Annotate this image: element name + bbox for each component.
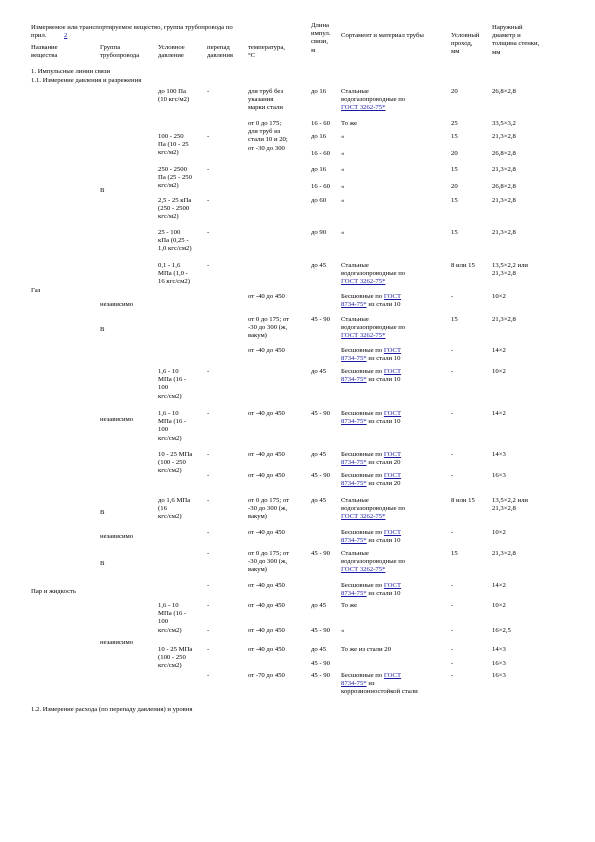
- pipe-spec: «: [341, 133, 345, 140]
- pressure-drop: -: [207, 550, 210, 557]
- temperature: от -40 до 450: [248, 582, 285, 589]
- nominal-pressure: кгс/м2): [158, 149, 179, 157]
- outer-diameter: 13,5×2,2 или: [492, 262, 529, 269]
- pressure-drop: -: [207, 497, 210, 504]
- pipe-spec: водогазопроводные по: [341, 324, 406, 332]
- outer-diameter: 14×3: [492, 451, 506, 458]
- temperature: вакум): [248, 513, 267, 521]
- header-nominal-pass: Условный: [451, 32, 480, 39]
- pipe-spec-text: Бесшовные по: [341, 672, 384, 679]
- nominal-pressure: МПа (16 -: [158, 418, 187, 426]
- nominal-pressure: 10 - 25 МПа: [158, 451, 193, 458]
- pressure-drop: -: [207, 368, 210, 375]
- pipe-spec: [341, 672, 401, 680]
- temperature: -30 до 300 (ж,: [248, 558, 288, 566]
- outer-diameter: 14×2: [492, 582, 506, 589]
- line-length: до 16: [311, 88, 327, 95]
- section-title: 1.2. Измерение расхода (по перепаду давления) и уровня: [31, 706, 193, 713]
- temperature: от -40 до 450: [248, 293, 285, 300]
- nominal-pass: -: [451, 410, 454, 417]
- nominal-pressure: до 100 Па: [158, 88, 186, 95]
- nominal-pressure: (250 - 2500: [158, 205, 190, 213]
- nominal-pressure: 1,6 - 10: [158, 602, 179, 609]
- pipeline-group: независимо: [100, 639, 134, 646]
- pressure-drop: -: [207, 88, 210, 95]
- outer-diameter: 16×3: [492, 660, 506, 667]
- header-outer-diameter: Наружный: [492, 24, 523, 31]
- line-length: до 45: [311, 646, 327, 653]
- pipe-spec: [341, 472, 401, 480]
- pressure-drop: -: [207, 472, 210, 479]
- nominal-pressure: (100 - 250: [158, 654, 186, 662]
- outer-diameter: 14×2: [492, 347, 506, 354]
- temperature: вакум): [248, 566, 267, 574]
- gost-link[interactable]: ГОСТ 3262-75*: [341, 278, 386, 286]
- line-length: 16 - 60: [311, 183, 330, 190]
- pipeline-group: В: [100, 509, 105, 516]
- temperature: от -40 до 450: [248, 347, 285, 354]
- pipe-spec: «: [341, 166, 345, 173]
- nominal-pressure: (100 - 250: [158, 459, 186, 467]
- nominal-pass: 15: [451, 166, 458, 173]
- pressure-drop: -: [207, 529, 210, 536]
- header-pressure-drop: перепад: [207, 44, 230, 51]
- pipe-spec: водогазопроводные по: [341, 270, 406, 278]
- header-pipe-length: Длина: [311, 22, 330, 29]
- header-pipe-length: связи,: [311, 38, 329, 46]
- temperature: -30 до 300 (ж,: [248, 505, 288, 513]
- gost-link[interactable]: ГОСТ 3262-75*: [341, 566, 386, 574]
- pipe-spec-text: Бесшовные по: [341, 347, 384, 354]
- pipe-spec-text: из стали 10: [366, 376, 401, 384]
- nominal-pressure: МПа (1,0 -: [158, 270, 188, 278]
- nominal-pass: -: [451, 602, 454, 609]
- pipeline-group: В: [100, 187, 105, 194]
- pipe-spec: «: [341, 627, 345, 634]
- pipe-spec: [341, 355, 400, 363]
- outer-diameter: 21,3×2,8: [492, 316, 516, 323]
- nominal-pass: 25: [451, 120, 458, 127]
- gost-link[interactable]: ГОСТ: [383, 410, 402, 417]
- pipe-spec-text: Бесшовные по: [341, 529, 384, 536]
- gost-link[interactable]: ГОСТ: [383, 451, 402, 458]
- nominal-pass: -: [451, 347, 454, 354]
- pressure-drop: -: [207, 602, 210, 609]
- pipe-spec-text: из стали 20: [366, 480, 401, 488]
- line-length: до 60: [311, 197, 327, 204]
- header-outer-diameter: диаметр и: [492, 32, 521, 40]
- line-length: 45 - 90: [311, 410, 330, 417]
- pipe-spec-text: из стали 20: [366, 459, 401, 467]
- pipe-spec: [341, 680, 375, 688]
- gost-link[interactable]: ГОСТ: [383, 347, 402, 354]
- temperature: от -40 до 450: [248, 451, 285, 458]
- pipe-spec-text: Бесшовные по: [341, 582, 384, 589]
- pipeline-group: независимо: [100, 301, 134, 308]
- nominal-pass: 8 или 15: [451, 497, 475, 504]
- nominal-pass: -: [451, 529, 454, 536]
- outer-diameter: 10×2: [492, 602, 506, 609]
- nominal-pressure: 100: [158, 384, 169, 392]
- gost-link[interactable]: ГОСТ: [383, 582, 402, 589]
- nominal-pressure: кгс/см2): [158, 626, 182, 634]
- temperature: от -40 до 450: [248, 410, 285, 417]
- nominal-pressure: кгс/см2): [158, 467, 182, 475]
- pressure-drop: -: [207, 627, 210, 634]
- gost-link[interactable]: 8734-75*: [341, 480, 367, 488]
- header-pressure-drop: давления: [207, 52, 233, 60]
- nominal-pass: 20: [451, 183, 458, 190]
- line-length: до 16: [311, 133, 327, 140]
- nominal-pressure: 100: [158, 618, 169, 626]
- pipe-spec-text: Бесшовные по: [341, 451, 384, 458]
- header-medium-label: прил.: [31, 32, 47, 40]
- outer-diameter: 16×2,5: [492, 627, 511, 634]
- pipe-spec-text: коррозионностойкой стали: [341, 688, 418, 696]
- pipe-spec: водогазопроводные по: [341, 96, 406, 104]
- gost-link[interactable]: 8734-75*: [341, 355, 367, 363]
- line-length: 45 - 90: [311, 550, 330, 557]
- pipe-spec: «: [341, 229, 345, 236]
- pipe-spec: Стальные: [341, 88, 369, 95]
- outer-diameter: 21,3×2,8: [492, 550, 516, 557]
- pressure-drop: -: [207, 410, 210, 417]
- pipe-spec: «: [341, 183, 345, 190]
- pressure-drop: -: [207, 672, 210, 679]
- line-length: до 45: [311, 497, 327, 504]
- gost-link[interactable]: ГОСТ: [383, 293, 402, 300]
- appendix-link[interactable]: 2: [64, 32, 68, 40]
- pipe-spec: [341, 451, 401, 459]
- nominal-pressure: кгс/м2): [158, 213, 179, 221]
- pipe-spec: [341, 459, 400, 467]
- outer-diameter: 10×2: [492, 529, 506, 536]
- pressure-drop: -: [207, 166, 210, 173]
- nominal-pass: -: [451, 660, 454, 667]
- nominal-pressure: 0,1 - 1,6: [158, 262, 181, 269]
- header-nominal-pass: проход,: [451, 40, 473, 48]
- line-length: 45 - 90: [311, 627, 330, 634]
- header-temperature: температура,: [248, 44, 285, 51]
- section-title: 1.1. Измерение давления и разрежения: [31, 77, 142, 84]
- gost-link[interactable]: 8734-75*: [341, 537, 367, 545]
- temperature: от 0 до 175; от: [248, 497, 290, 504]
- line-length: 45 - 90: [311, 472, 330, 479]
- gost-link[interactable]: ГОСТ 3262-75*: [341, 332, 386, 340]
- nominal-pass: -: [451, 472, 454, 479]
- gost-link[interactable]: 8734-75*: [341, 301, 367, 309]
- header-nominal-pass: мм: [451, 48, 460, 56]
- pipeline-group: независимо: [100, 416, 134, 423]
- line-length: до 45: [311, 451, 327, 458]
- pipeline-group: В: [100, 326, 105, 333]
- temperature: марки стали: [248, 104, 283, 112]
- nominal-pressure: до 1,6 МПа: [158, 497, 191, 504]
- pipe-spec: [341, 590, 400, 598]
- temperature: указания: [248, 96, 274, 104]
- pipe-spec: водогазопроводные по: [341, 558, 406, 566]
- pipe-spec: «: [341, 197, 345, 204]
- pipe-spec: водогазопроводные по: [341, 505, 406, 513]
- pipe-spec-text: Бесшовные по: [341, 410, 384, 417]
- nominal-pressure: 1,6 - 10: [158, 368, 179, 375]
- nominal-pass: 15: [451, 550, 458, 557]
- nominal-pressure: кгс/см2): [158, 434, 182, 442]
- pipe-spec: [341, 529, 401, 537]
- nominal-pressure: кгс/м2): [158, 182, 179, 190]
- line-length: 45 - 90: [311, 660, 330, 667]
- temperature: от -40 до 450: [248, 602, 285, 609]
- pipe-spec-text: из стали 10: [366, 301, 401, 309]
- outer-diameter: 21,3×2,8: [492, 133, 516, 140]
- pipe-spec: [341, 293, 401, 301]
- nominal-pressure: кПа (0,25 -: [158, 237, 189, 245]
- nominal-pressure: кгс/см2): [158, 662, 182, 670]
- header-outer-diameter: мм: [492, 48, 501, 56]
- outer-diameter: 10×2: [492, 368, 506, 375]
- temperature: от -40 до 450: [248, 472, 285, 479]
- temperature: от -30 до 300: [248, 144, 285, 152]
- line-length: до 45: [311, 262, 327, 269]
- line-length: до 45: [311, 602, 327, 609]
- pipe-spec-text: Бесшовные по: [341, 472, 384, 479]
- outer-diameter: 21,3×2,8: [492, 229, 516, 236]
- outer-diameter: 16×3: [492, 472, 506, 479]
- nominal-pressure: (10 кгс/м2): [158, 96, 190, 104]
- nominal-pass: 15: [451, 316, 458, 323]
- nominal-pass: 20: [451, 150, 458, 157]
- nominal-pressure: 16 кгс/см2): [158, 278, 190, 286]
- nominal-pass: -: [451, 646, 454, 653]
- pipe-spec-text: из: [366, 680, 375, 688]
- pipe-spec-text: из стали 10: [366, 590, 401, 598]
- outer-diameter: 14×3: [492, 646, 506, 653]
- header-substance-name: Название: [31, 44, 58, 51]
- nominal-pressure: 10 - 25 МПа: [158, 646, 193, 653]
- nominal-pressure: МПа (16 -: [158, 376, 187, 384]
- line-length: до 16: [311, 166, 327, 173]
- temperature: для труб без: [248, 88, 284, 95]
- header-group: Группа: [100, 44, 121, 51]
- gost-link[interactable]: 8734-75*: [341, 680, 367, 688]
- nominal-pass: 8 или 15: [451, 262, 475, 269]
- header-outer-diameter: толщина стенки,: [492, 40, 540, 48]
- gost-link[interactable]: 8734-75*: [341, 376, 367, 384]
- pressure-drop: -: [207, 451, 210, 458]
- header-group: трубопровода: [100, 52, 140, 60]
- temperature: вакум): [248, 332, 267, 340]
- pipe-spec: «: [341, 150, 345, 157]
- pipe-spec: То же из стали 20: [341, 646, 391, 653]
- nominal-pressure: Па (10 - 25: [158, 141, 189, 149]
- outer-diameter: 16×3: [492, 672, 506, 679]
- gost-link[interactable]: ГОСТ 3262-75*: [341, 513, 386, 521]
- nominal-pressure: 1,0 кгс/см2): [158, 245, 192, 253]
- nominal-pressure: (16: [158, 505, 167, 513]
- substance-name: Пар и жидкость: [31, 588, 77, 595]
- nominal-pressure: 100: [158, 426, 169, 434]
- pipe-spec: То же: [341, 120, 358, 127]
- temperature: для труб из: [248, 128, 281, 136]
- pipe-spec: [341, 347, 401, 355]
- header-pipe-spec: Сортамент и материал трубы: [341, 32, 424, 39]
- outer-diameter: 21,3×2,8: [492, 505, 516, 513]
- outer-diameter: 14×2: [492, 410, 506, 417]
- pipe-spec: [341, 301, 400, 309]
- pressure-drop: -: [207, 197, 210, 204]
- header-medium-label: Измеряемое или транспортируемое вещество, группа трубопровода по: [31, 24, 233, 31]
- nominal-pressure: кгс/см2): [158, 513, 182, 521]
- line-length: до 45: [311, 368, 327, 375]
- gost-link[interactable]: ГОСТ: [383, 529, 402, 536]
- nominal-pass: 20: [451, 88, 458, 95]
- pipe-spec: То же: [341, 602, 358, 609]
- temperature: от -70 до 450: [248, 672, 285, 679]
- pipe-spec: Стальные: [341, 262, 369, 269]
- line-length: до 90: [311, 229, 327, 236]
- outer-diameter: 21,3×2,8: [492, 270, 516, 278]
- outer-diameter: 33,5×3,2: [492, 120, 516, 127]
- nominal-pass: 15: [451, 133, 458, 140]
- nominal-pass: -: [451, 293, 454, 300]
- line-length: 45 - 90: [311, 672, 330, 679]
- pressure-drop: -: [207, 133, 210, 140]
- nominal-pass: 15: [451, 197, 458, 204]
- line-length: 16 - 60: [311, 150, 330, 157]
- nominal-pressure: 2,5 - 25 кПа: [158, 197, 192, 204]
- pipe-spec: [341, 376, 400, 384]
- pipe-spec: Стальные: [341, 316, 369, 323]
- nominal-pass: -: [451, 451, 454, 458]
- temperature: от -40 до 450: [248, 646, 285, 653]
- outer-diameter: 21,3×2,8: [492, 166, 516, 173]
- gost-link[interactable]: ГОСТ: [383, 672, 402, 679]
- pipe-spec-text: Бесшовные по: [341, 293, 384, 300]
- temperature: от 0 до 175; от: [248, 316, 290, 323]
- nominal-pressure: 1,6 - 10: [158, 410, 179, 417]
- pressure-drop: -: [207, 229, 210, 236]
- header-pipe-length: импул.: [311, 30, 331, 38]
- nominal-pass: -: [451, 627, 454, 634]
- line-length: 45 - 90: [311, 316, 330, 323]
- pipe-spec: [341, 410, 401, 418]
- outer-diameter: 26,8×2,8: [492, 150, 516, 157]
- nominal-pass: 15: [451, 229, 458, 236]
- outer-diameter: 26,8×2,8: [492, 183, 516, 190]
- pipe-spec: [341, 418, 400, 426]
- temperature: от 0 до 175;: [248, 120, 282, 127]
- pipe-spec: [341, 537, 400, 545]
- nominal-pressure: кгс/см2): [158, 392, 182, 400]
- pipe-spec: Стальные: [341, 550, 369, 557]
- pipe-spec: [341, 480, 400, 488]
- nominal-pressure: 250 - 2500: [158, 166, 187, 173]
- header-temperature: °С: [248, 52, 256, 60]
- gost-link[interactable]: ГОСТ: [383, 368, 402, 375]
- temperature: от -40 до 450: [248, 529, 285, 536]
- nominal-pass: -: [451, 672, 454, 679]
- pipe-spec-text: из стали 10: [366, 355, 401, 363]
- header-pressure: Условное: [158, 44, 185, 51]
- nominal-pass: -: [451, 368, 454, 375]
- gost-link[interactable]: ГОСТ 3262-75*: [341, 104, 386, 112]
- section-title: 1. Импульсные линии связи: [31, 68, 111, 75]
- temperature: стали 10 и 20;: [248, 136, 288, 144]
- outer-diameter: 26,8×2,8: [492, 88, 516, 95]
- pipeline-group: В: [100, 560, 105, 567]
- header-pressure: давление: [158, 52, 184, 60]
- substance-name: Газ: [31, 287, 41, 294]
- gost-link[interactable]: ГОСТ: [383, 472, 402, 479]
- header-substance-name: вещества: [31, 52, 58, 60]
- outer-diameter: 10×2: [492, 293, 506, 300]
- line-length: 16 - 60: [311, 120, 330, 127]
- nominal-pressure: МПа (16 -: [158, 610, 187, 618]
- nominal-pressure: Па (25 - 250: [158, 174, 192, 182]
- temperature: -30 до 300 (ж,: [248, 324, 288, 332]
- pressure-drop: -: [207, 262, 210, 269]
- pressure-drop: -: [207, 646, 210, 653]
- temperature: от -40 до 450: [248, 627, 285, 634]
- pressure-drop: -: [207, 582, 210, 589]
- nominal-pressure: 100 - 250: [158, 133, 184, 140]
- header-pipe-length: м: [311, 46, 316, 54]
- pipe-spec-text: из стали 10: [366, 418, 401, 426]
- pipeline-group: независимо: [100, 533, 134, 540]
- pipe-spec-text: из стали 10: [366, 537, 401, 545]
- gost-link[interactable]: 8734-75*: [341, 459, 367, 467]
- outer-diameter: 21,3×2,8: [492, 197, 516, 204]
- gost-link[interactable]: 8734-75*: [341, 418, 367, 426]
- gost-link[interactable]: 8734-75*: [341, 590, 367, 598]
- pipe-spec-text: Бесшовные по: [341, 368, 384, 375]
- nominal-pass: -: [451, 582, 454, 589]
- pipe-spec: [341, 368, 401, 376]
- pipe-spec: Стальные: [341, 497, 369, 504]
- temperature: от 0 до 175; от: [248, 550, 290, 557]
- outer-diameter: 13,5×2,2 или: [492, 497, 529, 504]
- pipe-spec: [341, 582, 401, 590]
- nominal-pressure: 25 - 100: [158, 229, 181, 236]
